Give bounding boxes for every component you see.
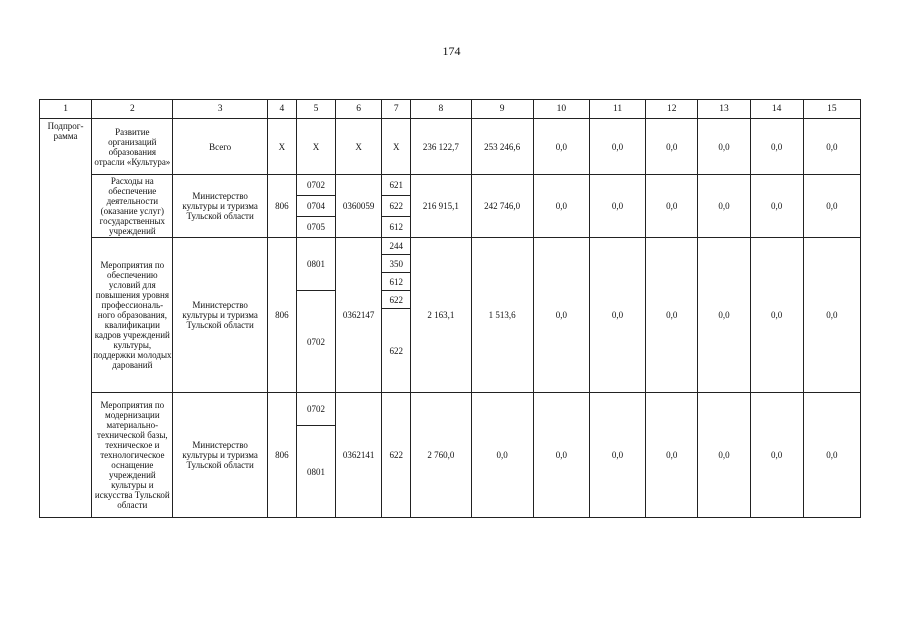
header-row (40, 100, 861, 119)
header-cell: 10 (533, 100, 589, 119)
header-cell: 1 (40, 100, 92, 119)
amount-cell: 0,0 (589, 119, 645, 175)
header-cell: 4 (267, 100, 296, 119)
code-cell: 612 (382, 217, 411, 238)
code-cell: 0360059 (336, 175, 382, 238)
amount-cell: 0,0 (803, 393, 860, 518)
amount-cell: 1 513,6 (471, 238, 533, 393)
code-cell: 806 (267, 393, 296, 518)
amount-cell: 0,0 (698, 393, 750, 518)
amount-cell: 0,0 (533, 238, 589, 393)
code-cell: X (382, 119, 411, 175)
code-cell: 0705 (296, 217, 335, 238)
amount-cell: 0,0 (750, 238, 803, 393)
ministry-cell: Министерство культуры и туризма Тульской области (173, 238, 267, 393)
code-cell: 612 (382, 273, 411, 291)
amount-cell: 0,0 (698, 238, 750, 393)
amount-cell: 0,0 (646, 393, 698, 518)
ministry-cell: Министерство культуры и туризма Тульской области (173, 175, 267, 238)
table-row (40, 393, 861, 423)
header-cell: 5 (296, 100, 335, 119)
header-cell: 11 (589, 100, 645, 119)
ministry-cell: Всего (173, 119, 267, 175)
header-cell: 3 (173, 100, 267, 119)
code-cell: 622 (382, 291, 411, 309)
amount-cell: 0,0 (698, 175, 750, 238)
code-cell: 806 (267, 175, 296, 238)
code-cell: 0362147 (336, 238, 382, 393)
code-cell: 0702 (296, 175, 335, 196)
ministry-cell: Министерство культуры и туризма Тульской области (173, 393, 267, 518)
amount-cell: 0,0 (750, 119, 803, 175)
amount-cell: 0,0 (803, 119, 860, 175)
header-cell: 14 (750, 100, 803, 119)
amount-cell: 0,0 (589, 238, 645, 393)
code-cell: 244 (382, 238, 411, 255)
header-cell: 12 (646, 100, 698, 119)
amount-cell: 0,0 (750, 393, 803, 518)
code-cell: 0362141 (336, 393, 382, 518)
code-cell: 806 (267, 238, 296, 393)
program-type-cell: Подпрог- рамма (40, 119, 92, 518)
amount-cell: 0,0 (471, 393, 533, 518)
page-number: 174 (442, 44, 461, 58)
activity-name-cell: Мероприятия по обеспечению условий для повышения уровня профессиональ-ного образования, квалификации кадров учреждений культуры, поддержки молодых дарований (92, 238, 173, 393)
code-cell: X (336, 119, 382, 175)
code-cell: 0801 (296, 426, 335, 518)
amount-cell: 0,0 (803, 175, 860, 238)
amount-cell: 2 163,1 (411, 238, 471, 393)
activity-name-cell: Развитие организаций образования отрасли «Культура» (92, 119, 173, 175)
code-cell: X (267, 119, 296, 175)
amount-cell: 216 915,1 (411, 175, 471, 238)
code-cell: 0702 (296, 393, 335, 426)
amount-cell: 0,0 (698, 119, 750, 175)
amount-cell: 0,0 (750, 175, 803, 238)
amount-cell: 0,0 (589, 175, 645, 238)
header-cell: 13 (698, 100, 750, 119)
code-cell: 622 (382, 393, 411, 518)
amount-cell: 0,0 (533, 175, 589, 238)
header-cell: 2 (92, 100, 173, 119)
header-cell: 7 (382, 100, 411, 119)
header-cell: 9 (471, 100, 533, 119)
code-cell: 0702 (296, 291, 335, 393)
header-cell: 6 (336, 100, 382, 119)
amount-cell: 0,0 (533, 119, 589, 175)
amount-cell: 0,0 (803, 238, 860, 393)
table-row (40, 238, 861, 255)
amount-cell: 2 760,0 (411, 393, 471, 518)
amount-cell: 253 246,6 (471, 119, 533, 175)
budget-table (39, 99, 861, 518)
header-cell: 15 (803, 100, 860, 119)
code-cell: 0801 (296, 238, 335, 291)
code-cell: 622 (382, 196, 411, 217)
amount-cell: 0,0 (646, 175, 698, 238)
table-row (40, 119, 861, 175)
amount-cell: 0,0 (533, 393, 589, 518)
code-cell: 621 (382, 175, 411, 196)
amount-cell: 0,0 (646, 119, 698, 175)
table-row (40, 175, 861, 196)
code-cell: 622 (382, 309, 411, 393)
amount-cell: 0,0 (646, 238, 698, 393)
code-cell: 350 (382, 255, 411, 273)
code-cell: X (296, 119, 335, 175)
amount-cell: 0,0 (589, 393, 645, 518)
amount-cell: 236 122,7 (411, 119, 471, 175)
activity-name-cell: Мероприятия по модернизации материально-технической базы, техническое и технологическое оснащение учреждений культуры и искусства Тульской области (92, 393, 173, 518)
activity-name-cell: Расходы на обеспечение деятельности (оказание услуг) государственных учреждений (92, 175, 173, 238)
code-cell: 0704 (296, 196, 335, 217)
header-cell: 8 (411, 100, 471, 119)
amount-cell: 242 746,0 (471, 175, 533, 238)
